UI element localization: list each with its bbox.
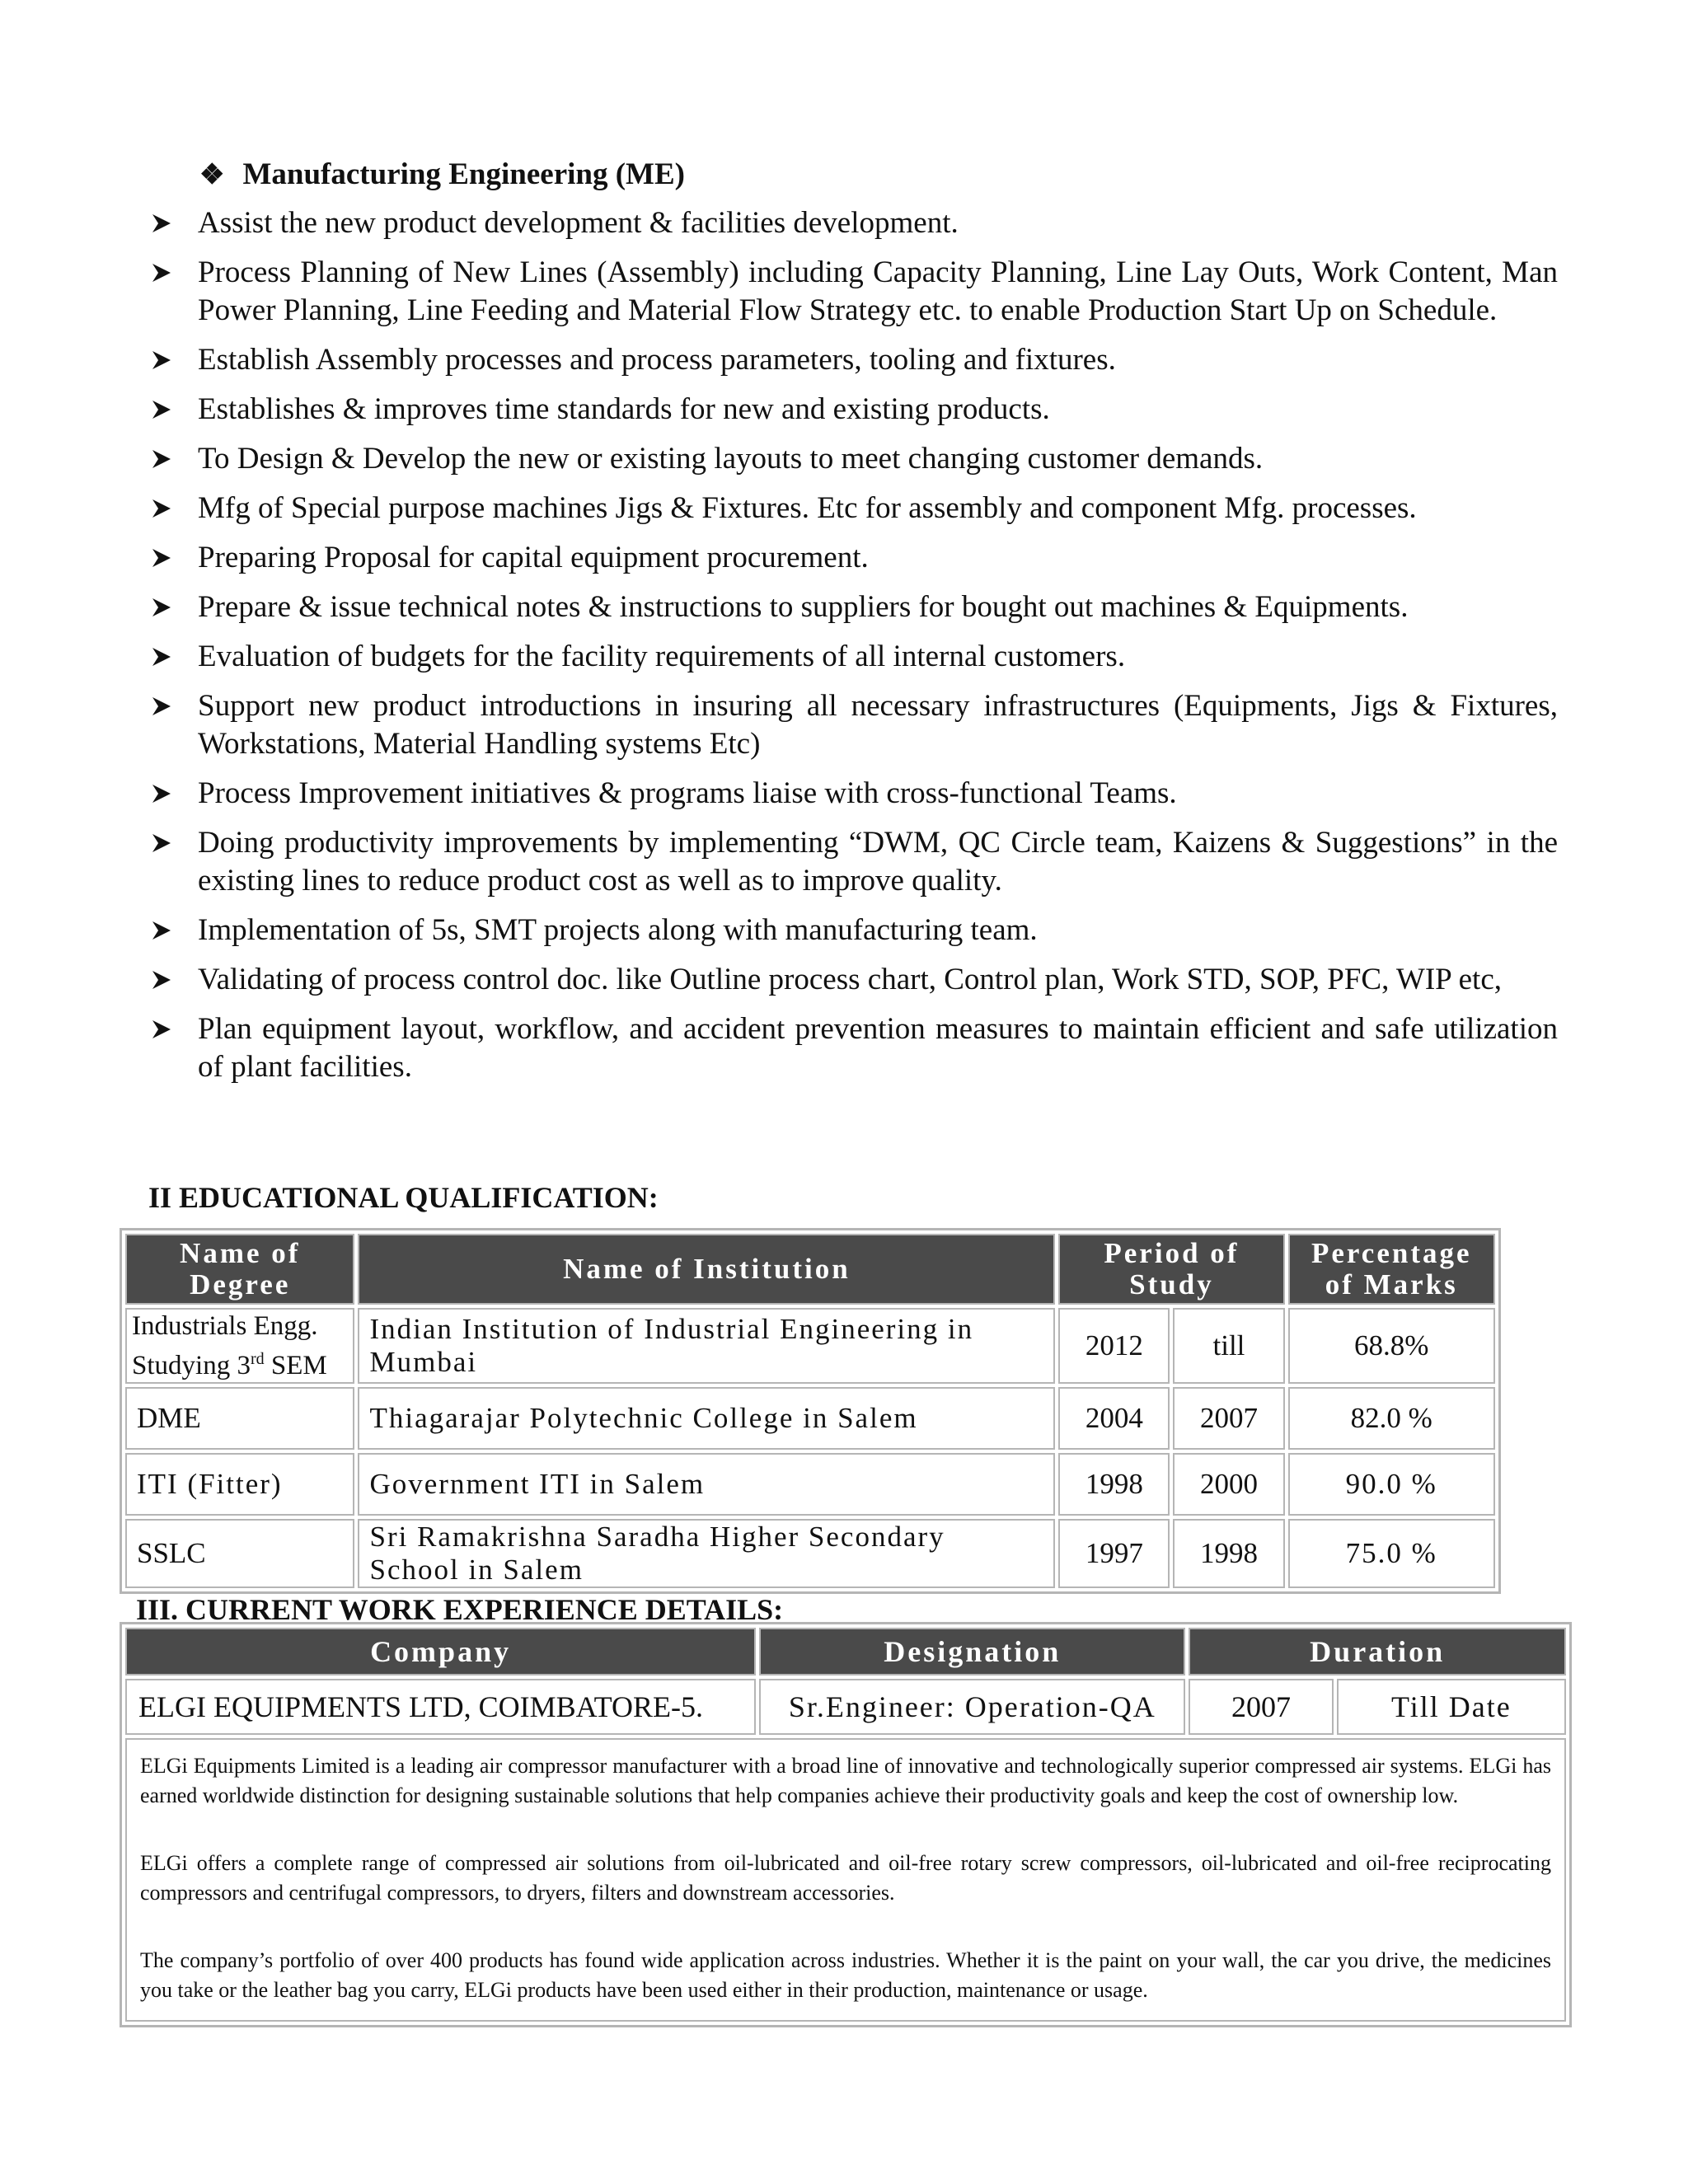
- table-row: [125, 1519, 1495, 1588]
- institution-cell: Government ITI in Salem: [358, 1453, 1055, 1516]
- degree-cell: Industrials Engg. Studying 3rd SEM: [125, 1308, 354, 1384]
- table-header-row: [125, 1234, 1495, 1305]
- table-row: [125, 1453, 1495, 1516]
- arrow-bullet-icon: [150, 341, 173, 379]
- from-year-cell: 2012: [1058, 1308, 1170, 1384]
- company-cell: ELGI EQUIPMENTS LTD, COIMBATORE-5.: [125, 1679, 756, 1735]
- list-item: Evaluation of budgets for the facility requirements of all internal customers.: [147, 638, 1558, 676]
- arrow-bullet-icon: [150, 204, 173, 242]
- list-item: Validating of process control doc. like Outline process chart, Control plan, Work STD, SOP, PFC, WIP etc,: [147, 961, 1558, 999]
- to-year-cell: 2000: [1173, 1453, 1284, 1516]
- institution-cell: Sri Ramakrishna Saradha Higher Secondary School in Salem: [358, 1519, 1055, 1588]
- degree-cell: ITI (Fitter): [125, 1453, 354, 1516]
- header-designation: Designation: [759, 1628, 1185, 1675]
- institution-cell: Thiagarajar Polytechnic College in Salem: [358, 1387, 1055, 1450]
- list-item: Preparing Proposal for capital equipment procurement.: [147, 539, 1558, 577]
- me-section-heading: [199, 157, 685, 192]
- arrow-bullet-icon: [150, 912, 173, 949]
- header-percentage: Percentage of Marks: [1288, 1234, 1496, 1305]
- list-item: Process Planning of New Lines (Assembly) including Capacity Planning, Line Lay Outs, Work Content, Man Power Planning, Line Feeding and Material Flow Strategy etc. to enable Production Start Up on Schedule.: [147, 254, 1558, 330]
- education-table: [120, 1228, 1501, 1594]
- percent-cell: 68.8%: [1288, 1308, 1496, 1384]
- arrow-bullet-icon: [150, 687, 173, 725]
- percent-cell: 75.0 %: [1288, 1519, 1496, 1588]
- arrow-bullet-icon: [150, 254, 173, 292]
- degree-cell: DME: [125, 1387, 354, 1450]
- arrow-bullet-icon: [150, 490, 173, 527]
- institution-cell: Indian Institution of Industrial Engineering in Mumbai: [358, 1308, 1055, 1384]
- arrow-bullet-icon: [150, 1010, 173, 1048]
- company-description: [125, 1738, 1566, 2022]
- diamond-bullet-icon: ❖: [199, 160, 225, 190]
- table-row: [125, 1387, 1495, 1450]
- to-year-cell: 1998: [1173, 1519, 1284, 1588]
- header-period: Period of Study: [1058, 1234, 1284, 1305]
- to-date-cell: Till Date: [1337, 1679, 1566, 1735]
- to-year-cell: till: [1173, 1308, 1284, 1384]
- from-year-cell: 1998: [1058, 1453, 1170, 1516]
- list-item: Establish Assembly processes and process parameters, tooling and fixtures.: [147, 341, 1558, 379]
- list-item: Mfg of Special purpose machines Jigs & Fixtures. Etc for assembly and component Mfg. processes.: [147, 490, 1558, 527]
- table-row: [125, 1679, 1566, 1735]
- table-row: [125, 1308, 1495, 1384]
- degree-cell: SSLC: [125, 1519, 354, 1588]
- header-institution: Name of Institution: [358, 1234, 1055, 1305]
- list-item: Plan equipment layout, workflow, and accident prevention measures to maintain efficient and safe utilization of plant facilities.: [147, 1010, 1558, 1086]
- list-item: To Design & Develop the new or existing layouts to meet changing customer demands.: [147, 440, 1558, 478]
- list-item: Assist the new product development & facilities development.: [147, 204, 1558, 242]
- table-header-row: [125, 1628, 1566, 1675]
- me-section-title: Manufacturing Engineering (ME): [242, 157, 685, 191]
- arrow-bullet-icon: [150, 539, 173, 577]
- list-item: Doing productivity improvements by implementing “DWM, QC Circle team, Kaizens & Suggestions” in the existing lines to reduce product cost as well as to improve quality.: [147, 824, 1558, 900]
- arrow-bullet-icon: [150, 588, 173, 626]
- to-year-cell: 2007: [1173, 1387, 1284, 1450]
- from-year-cell: 1997: [1058, 1519, 1170, 1588]
- header-degree: Name of Degree: [125, 1234, 354, 1305]
- percent-cell: 82.0 %: [1288, 1387, 1496, 1450]
- from-year-cell: 2004: [1058, 1387, 1170, 1450]
- arrow-bullet-icon: [150, 440, 173, 478]
- arrow-bullet-icon: [150, 824, 173, 862]
- list-item: Process Improvement initiatives & programs liaise with cross-functional Teams.: [147, 775, 1558, 813]
- arrow-bullet-icon: [150, 961, 173, 999]
- arrow-bullet-icon: [150, 775, 173, 813]
- header-duration: Duration: [1189, 1628, 1566, 1675]
- description-paragraph: The company’s portfolio of over 400 products has found wide application across industries. Whether it is the paint on your wall, the car you drive, the medicines you take or the leather bag you carry, ELGi products have been used either in their production, maintenance or usage.: [140, 1948, 1551, 2002]
- description-paragraph: ELGi offers a complete range of compressed air solutions from oil-lubricated and oil-free rotary screw compressors, oil-lubricated and oil-free reciprocating compressors and centrifugal compressors, to dryers, filters and downstream accessories.: [140, 1851, 1551, 1905]
- list-item: Support new product introductions in insuring all necessary infrastructures (Equipments, Jigs & Fixtures, Workstations, Material Handling systems Etc): [147, 687, 1558, 763]
- from-year-cell: 2007: [1189, 1679, 1333, 1735]
- me-bullet-list: [147, 204, 1558, 1098]
- arrow-bullet-icon: [150, 391, 173, 429]
- header-company: Company: [125, 1628, 756, 1675]
- percent-cell: 90.0 %: [1288, 1453, 1496, 1516]
- education-section-title: II EDUCATIONAL QUALIFICATION:: [148, 1181, 659, 1214]
- work-experience-table: [120, 1622, 1572, 2027]
- arrow-bullet-icon: [150, 638, 173, 676]
- list-item: Establishes & improves time standards for new and existing products.: [147, 391, 1558, 429]
- table-row: [125, 1738, 1566, 2022]
- designation-cell: Sr.Engineer: Operation-QA: [759, 1679, 1185, 1735]
- list-item: Prepare & issue technical notes & instructions to suppliers for bought out machines & Equipments.: [147, 588, 1558, 626]
- description-paragraph: ELGi Equipments Limited is a leading air compressor manufacturer with a broad line of innovative and technologically superior compressed air systems. ELGi has earned worldwide distinction for designing sustainable solutions that help companies achieve their productivity goals and keep the cost of ownership low.: [140, 1754, 1551, 1807]
- work-section-title: III. CURRENT WORK EXPERIENCE DETAILS:: [136, 1593, 784, 1626]
- list-item: Implementation of 5s, SMT projects along with manufacturing team.: [147, 912, 1558, 949]
